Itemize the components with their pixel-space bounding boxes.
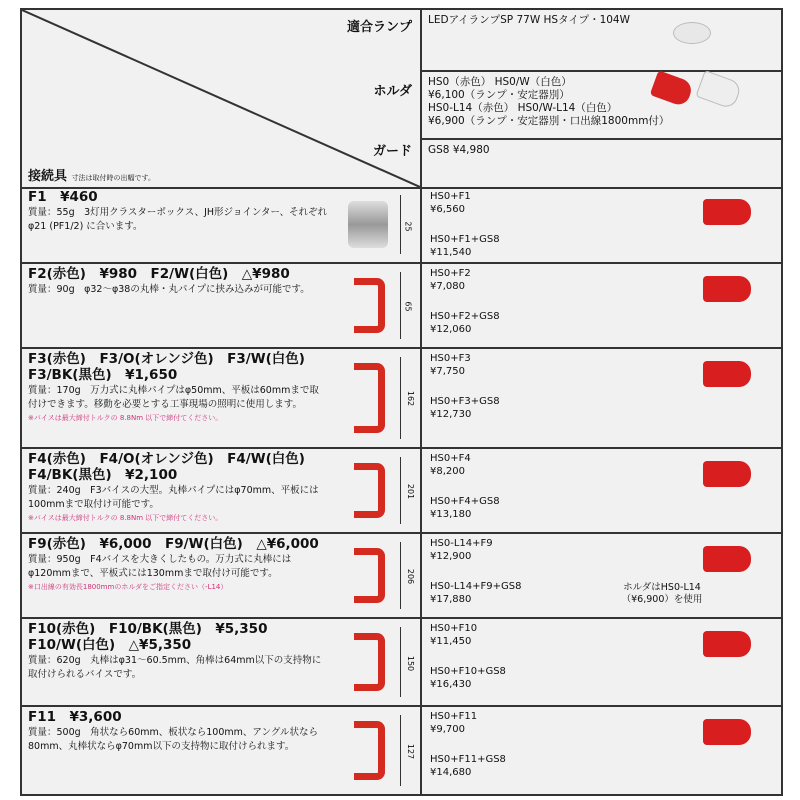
- fitting-description: 質量：90g φ32〜φ38の丸棒・丸パイプに挟み込みが可能です。: [28, 284, 310, 295]
- lamp-assembly-image: [703, 276, 751, 302]
- guard-value: GS8 ¥4,980: [428, 144, 490, 156]
- combo-price: ¥16,430: [430, 678, 472, 690]
- fitting-info: [28, 536, 328, 593]
- table-header: [22, 10, 781, 189]
- combo-name: HS0+F4+GS8: [430, 496, 500, 507]
- fitting-info: [28, 621, 328, 682]
- fitting-shape: [354, 721, 385, 780]
- lamp-value: LEDアイランプSP 77W HSタイプ・104W: [428, 14, 630, 26]
- fitting-image: [342, 195, 394, 254]
- combo-price: ¥12,060: [430, 323, 472, 335]
- fitting-row: [22, 534, 781, 619]
- combo-price: ¥11,540: [430, 246, 472, 258]
- fitting-shape: [354, 363, 385, 433]
- combo-name: HS0+F11: [430, 711, 478, 722]
- lamp-assembly-image: [703, 631, 751, 657]
- fitting-shape: [354, 548, 385, 603]
- combo-name: HS0+F2+GS8: [430, 311, 500, 322]
- lamp-image: [673, 22, 711, 44]
- fitting-row: [22, 449, 781, 534]
- dimension-marker: [400, 357, 415, 439]
- dimension-value: 201: [406, 484, 416, 500]
- combo-name: HS0+F1: [430, 191, 471, 202]
- holder-line: ¥6,900（ランプ・安定器別・口出線1800mm付）: [428, 115, 670, 127]
- fitting-shape: [354, 278, 385, 333]
- fitting-note: 寸法は取付時の出幅です。: [71, 174, 155, 182]
- combo-name: HS0+F11+GS8: [430, 754, 506, 765]
- combo-price: ¥7,750: [430, 365, 465, 377]
- fitting-note: ※口出線の有効長1800mmのホルダをご指定ください（-L14）: [28, 583, 228, 591]
- combo-info: [430, 191, 500, 259]
- fitting-info: [28, 709, 328, 754]
- combo-name: HS0-L14+F9: [430, 538, 493, 549]
- dimension-marker: [400, 272, 415, 339]
- fitting-title: F10(赤色) F10/BK(黒色) ¥5,350 F10/W(白色) △¥5,350: [28, 621, 281, 653]
- dimension-marker: [400, 195, 415, 254]
- dimension-value: 206: [406, 569, 416, 585]
- combo-info: [430, 353, 500, 421]
- holder-cell: [420, 72, 781, 140]
- fitting-row: [22, 619, 781, 707]
- fitting-shape: [354, 633, 385, 691]
- combo-price: ¥11,450: [430, 635, 472, 647]
- fitting-info: [28, 266, 328, 297]
- lamp-cell: [420, 10, 781, 72]
- fitting-info: [28, 189, 328, 234]
- combo-price: ¥7,080: [430, 280, 465, 292]
- fitting-image: [342, 272, 394, 339]
- fitting-shape: [354, 463, 385, 518]
- combo-name: HS0+F3: [430, 353, 471, 364]
- holder-line: HS0-L14（赤色） HS0/W-L14（白色）: [428, 102, 618, 114]
- fitting-row: [22, 707, 781, 794]
- fitting-image: [342, 715, 394, 786]
- fitting-image: [342, 457, 394, 524]
- combo-info: [430, 268, 500, 336]
- combo-price: ¥17,880: [430, 593, 472, 605]
- combo-price: ¥8,200: [430, 465, 465, 477]
- combo-info: [430, 623, 506, 691]
- combo-name: HS0+F10: [430, 623, 478, 634]
- fitting-info: [28, 451, 328, 524]
- combo-price: ¥12,900: [430, 550, 472, 562]
- fitting-row: [22, 349, 781, 449]
- fitting-title: F11 ¥3,600: [28, 709, 122, 725]
- fitting-note: ※バイスは最大締付トルクの 8.8Nm 以下で締付てください。: [28, 514, 223, 522]
- combo-name: HS0+F10+GS8: [430, 666, 506, 677]
- combo-name: HS0+F4: [430, 453, 471, 464]
- lamp-assembly-image: [703, 719, 751, 745]
- fitting-label-text: 接続具: [28, 169, 68, 184]
- fitting-description: 質量：950g F4バイスを大きくしたもの。万力式に丸棒にはφ120mmまで、平板式には130mmまで取付け可能です。: [28, 554, 292, 579]
- dimension-value: 25: [403, 220, 413, 232]
- dimension-marker: [400, 457, 415, 524]
- lamp-assembly-image: [703, 199, 751, 225]
- combo-price: ¥6,560: [430, 203, 465, 215]
- guard-label: ガード: [372, 144, 412, 159]
- fitting-description: 質量：620g 丸棒はφ31〜60.5mm、角棒は64mm以下の支持物に取付けられるバイスです。: [28, 655, 322, 680]
- dimension-value: 162: [406, 390, 416, 407]
- fitting-title: F2(赤色) ¥980 F2/W(白色) △¥980: [28, 266, 290, 282]
- combo-name: HS0-L14+F9+GS8: [430, 581, 522, 592]
- dimension-value: 65: [403, 301, 413, 312]
- combo-name: HS0+F3+GS8: [430, 396, 500, 407]
- combo-name: HS0+F2: [430, 268, 471, 279]
- fitting-description: 質量：500g 角状なら60mm、板状なら100mm、アングル状なら80mm、丸棒状ならφ70mm以下の支持物に取付けられます。: [28, 727, 319, 752]
- fitting-image: [342, 542, 394, 609]
- lamp-assembly-image: [703, 361, 751, 387]
- spec-table: [20, 8, 783, 796]
- fitting-note: ※バイスは最大締付トルクの 8.8Nm 以下で締付てください。: [28, 414, 223, 422]
- dimension-value: 127: [406, 743, 416, 760]
- combo-info: [430, 453, 500, 521]
- fitting-title: F4(赤色) F4/O(オレンジ色) F4/W(白色) F4/BK(黒色) ¥2,100: [28, 451, 319, 483]
- fitting-description: 質量：170g 万力式に丸棒パイプはφ50mm、平板は60mmまで取付けできます。移動を必要とする工事現場の照明に使用します。: [28, 385, 319, 410]
- fitting-description: 質量：240g F3バイスの大型。丸棒パイプにはφ70mm、平板には100mmまで取付け可能です。: [28, 485, 319, 510]
- lamp-assembly-image: [703, 461, 751, 487]
- fitting-row: [22, 264, 781, 349]
- side-note: ホルダはHS0-L14（¥6,900）を使用: [621, 582, 703, 605]
- holder-line: HS0（赤色） HS0/W（白色）: [428, 76, 572, 88]
- fitting-image: [342, 357, 394, 439]
- fitting-title: F1 ¥460: [28, 189, 98, 205]
- combo-price: ¥12,730: [430, 408, 472, 420]
- lamp-label: 適合ランプ: [346, 20, 412, 35]
- fitting-label: [28, 165, 155, 184]
- combo-info: [430, 538, 521, 606]
- combo-info: [430, 711, 506, 779]
- combo-price: ¥13,180: [430, 508, 472, 520]
- combo-price: ¥14,680: [430, 766, 472, 778]
- fitting-row: [22, 187, 781, 264]
- fitting-description: 質量：55g 3灯用クラスターボックス、JH形ジョインター、それぞれφ21 (PF1/2) に合います。: [28, 207, 328, 232]
- combo-name: HS0+F1+GS8: [430, 234, 500, 245]
- guard-cell: [420, 140, 781, 187]
- fitting-shape: [348, 201, 388, 248]
- dimension-value: 150: [406, 655, 416, 671]
- lamp-assembly-image: [703, 546, 751, 572]
- dimension-marker: [400, 715, 415, 786]
- fitting-info: [28, 351, 328, 424]
- holder-label: ホルダ: [373, 84, 412, 99]
- fitting-image: [342, 627, 394, 697]
- fitting-title: F3(赤色) F3/O(オレンジ色) F3/W(白色) F3/BK(黒色) ¥1,650: [28, 351, 319, 383]
- holder-line: ¥6,100（ランプ・安定器別）: [428, 89, 570, 101]
- dimension-marker: [400, 542, 415, 609]
- combo-price: ¥9,700: [430, 723, 465, 735]
- fitting-title: F9(赤色) ¥6,000 F9/W(白色) △¥6,000: [28, 536, 319, 552]
- dimension-marker: [400, 627, 415, 697]
